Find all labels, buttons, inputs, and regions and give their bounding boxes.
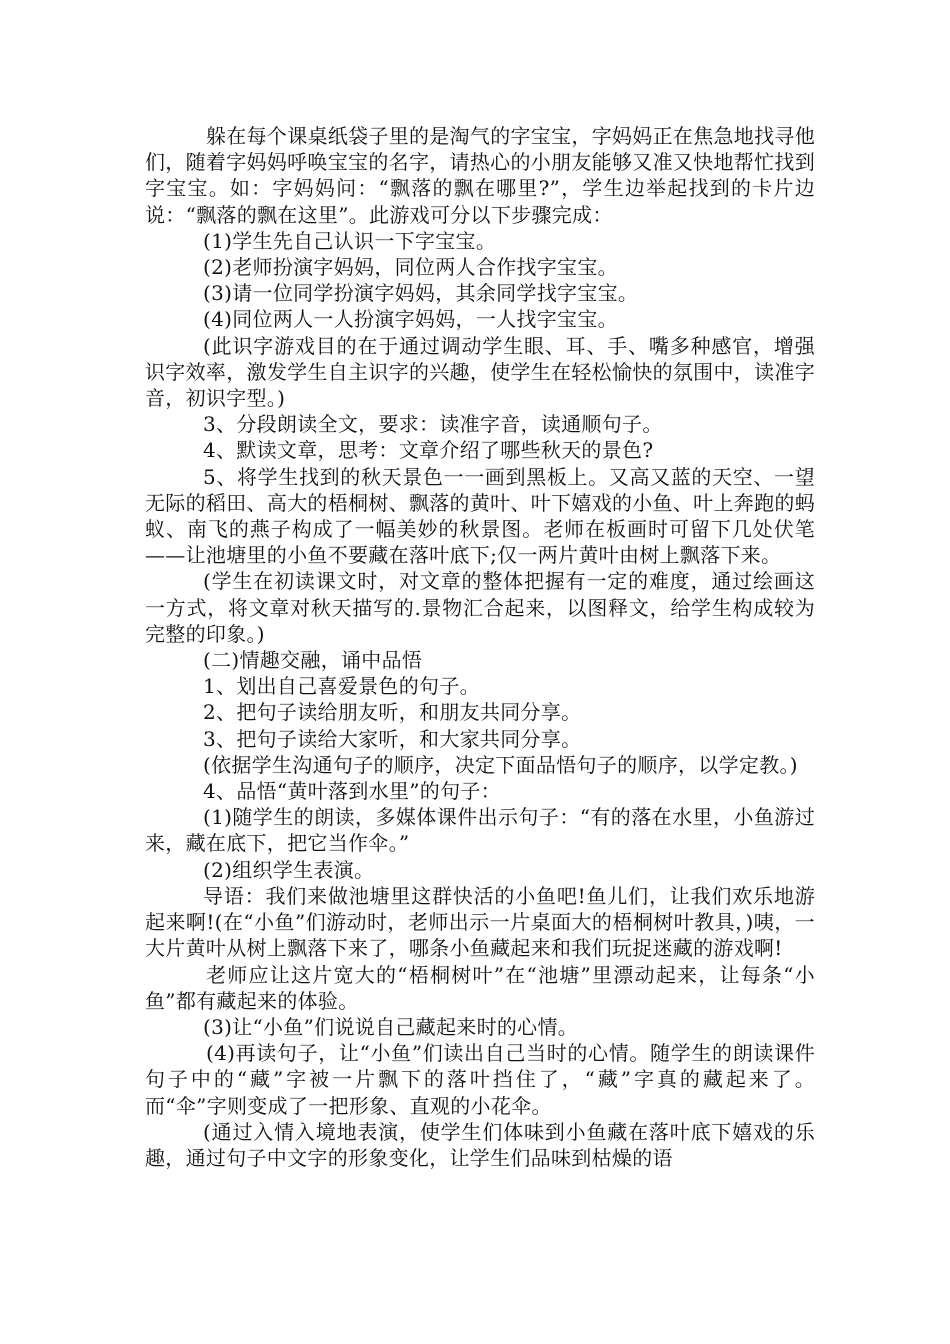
paragraph: (学生在初读课文时，对文章的整体把握有一定的难度，通过绘画这一方式，将文章对秋天描写的.景物汇合起来，以图释文，给学生构成较为完整的印象。) (145, 569, 815, 646)
paragraph: (3)让“小鱼”们说说自己藏起来时的心情。 (203, 1014, 579, 1039)
paragraph: (2)老师扮演字妈妈，同位两人合作找字宝宝。 (203, 255, 618, 280)
paragraph: (此识字游戏目的在于通过调动学生眼、耳、手、嘴多种感官，增强识字效率，激发学生自主识字的兴趣，使学生在轻松愉快的氛围中，读准字音，初识字型。) (145, 333, 815, 411)
paragraph: 3、把句子读给大家听，和大家共同分享。 (203, 726, 582, 751)
paragraph: 3、分段朗读全文，要求：读准字音，读通顺句子。 (203, 412, 663, 437)
paragraph: 导语：我们来做池塘里这群快活的小鱼吧!鱼儿们，让我们欢乐地游起来啊!(在“小鱼”们游动时，老师出示一片桌面大的梧桐树叶教具，)咦，一大片黄叶从树上飘落下来了，哪条小鱼藏起来和我们玩捉迷藏的游戏啊! (145, 883, 815, 961)
paragraph: 4、默读文章，思考：文章介绍了哪些秋天的景色? (203, 438, 654, 463)
paragraph: 2、把句子读给朋友听，和朋友共同分享。 (203, 700, 582, 725)
paragraph: 5、将学生找到的秋天景色一一画到黑板上。又高又蓝的天空、一望无际的稻田、高大的梧桐树、飘落的黄叶、叶下嬉戏的小鱼、叶上奔跑的蚂蚁、南飞的燕子构成了一幅美妙的秋景图。老师在板画时可留下几处伏笔——让池塘里的小鱼不要藏在落叶底下;仅一两片黄叶由树上飘落下来。 (145, 464, 815, 568)
paragraph: (1)随学生的朗读，多媒体课件出示句子：“有的落在水里，小鱼游过来，藏在底下，把它当作伞。” (145, 805, 815, 856)
paragraph: 躲在每个课桌纸袋子里的是淘气的字宝宝，字妈妈正在焦急地找寻他们，随着字妈妈呼唤宝宝的名字，请热心的小朋友能够又准又快地帮忙找到字宝宝。如：字妈妈问：“飘落的飘在哪里?”，学生边举起找到的卡片边说：“飘落的飘在这里”。此游戏可分以下步骤完成： (145, 124, 815, 227)
paragraph: 1、划出自己喜爱景色的句子。 (203, 674, 480, 699)
paragraph: (2)组织学生表演。 (203, 857, 375, 882)
paragraph: (4)再读句子，让“小鱼”们读出自己当时的心情。随学生的朗读课件句子中的“藏”字被一片飘下的落叶挡住了，“藏”字真的藏起来了。而“伞”字则变成了一把形象、直观的小花伞。 (145, 1041, 815, 1118)
paragraph: (1)学生先自己认识一下字宝宝。 (203, 228, 497, 253)
document-body (145, 123, 815, 1171)
paragraph: 老师应让这片宽大的“梧桐树叶”在“池塘”里漂动起来，让每条“小鱼”都有藏起来的体验。 (145, 962, 815, 1013)
paragraph: (依据学生沟通句子的顺序，决定下面品悟句子的顺序，以学定教。) (203, 752, 798, 777)
section-heading: (二)情趣交融，诵中品悟 (203, 648, 423, 673)
paragraph: (3)请一位同学扮演字妈妈，其余同学找字宝宝。 (203, 281, 639, 306)
paragraph: (通过入情入境地表演，使学生们体味到小鱼藏在落叶底下嬉戏的乐趣，通过句子中文字的形象变化，让学生们品味到枯燥的语 (145, 1119, 815, 1170)
paragraph: 4、品悟“黄叶落到水里”的句子： (203, 779, 501, 804)
paragraph: (4)同位两人一人扮演字妈妈，一人找字宝宝。 (203, 307, 618, 332)
